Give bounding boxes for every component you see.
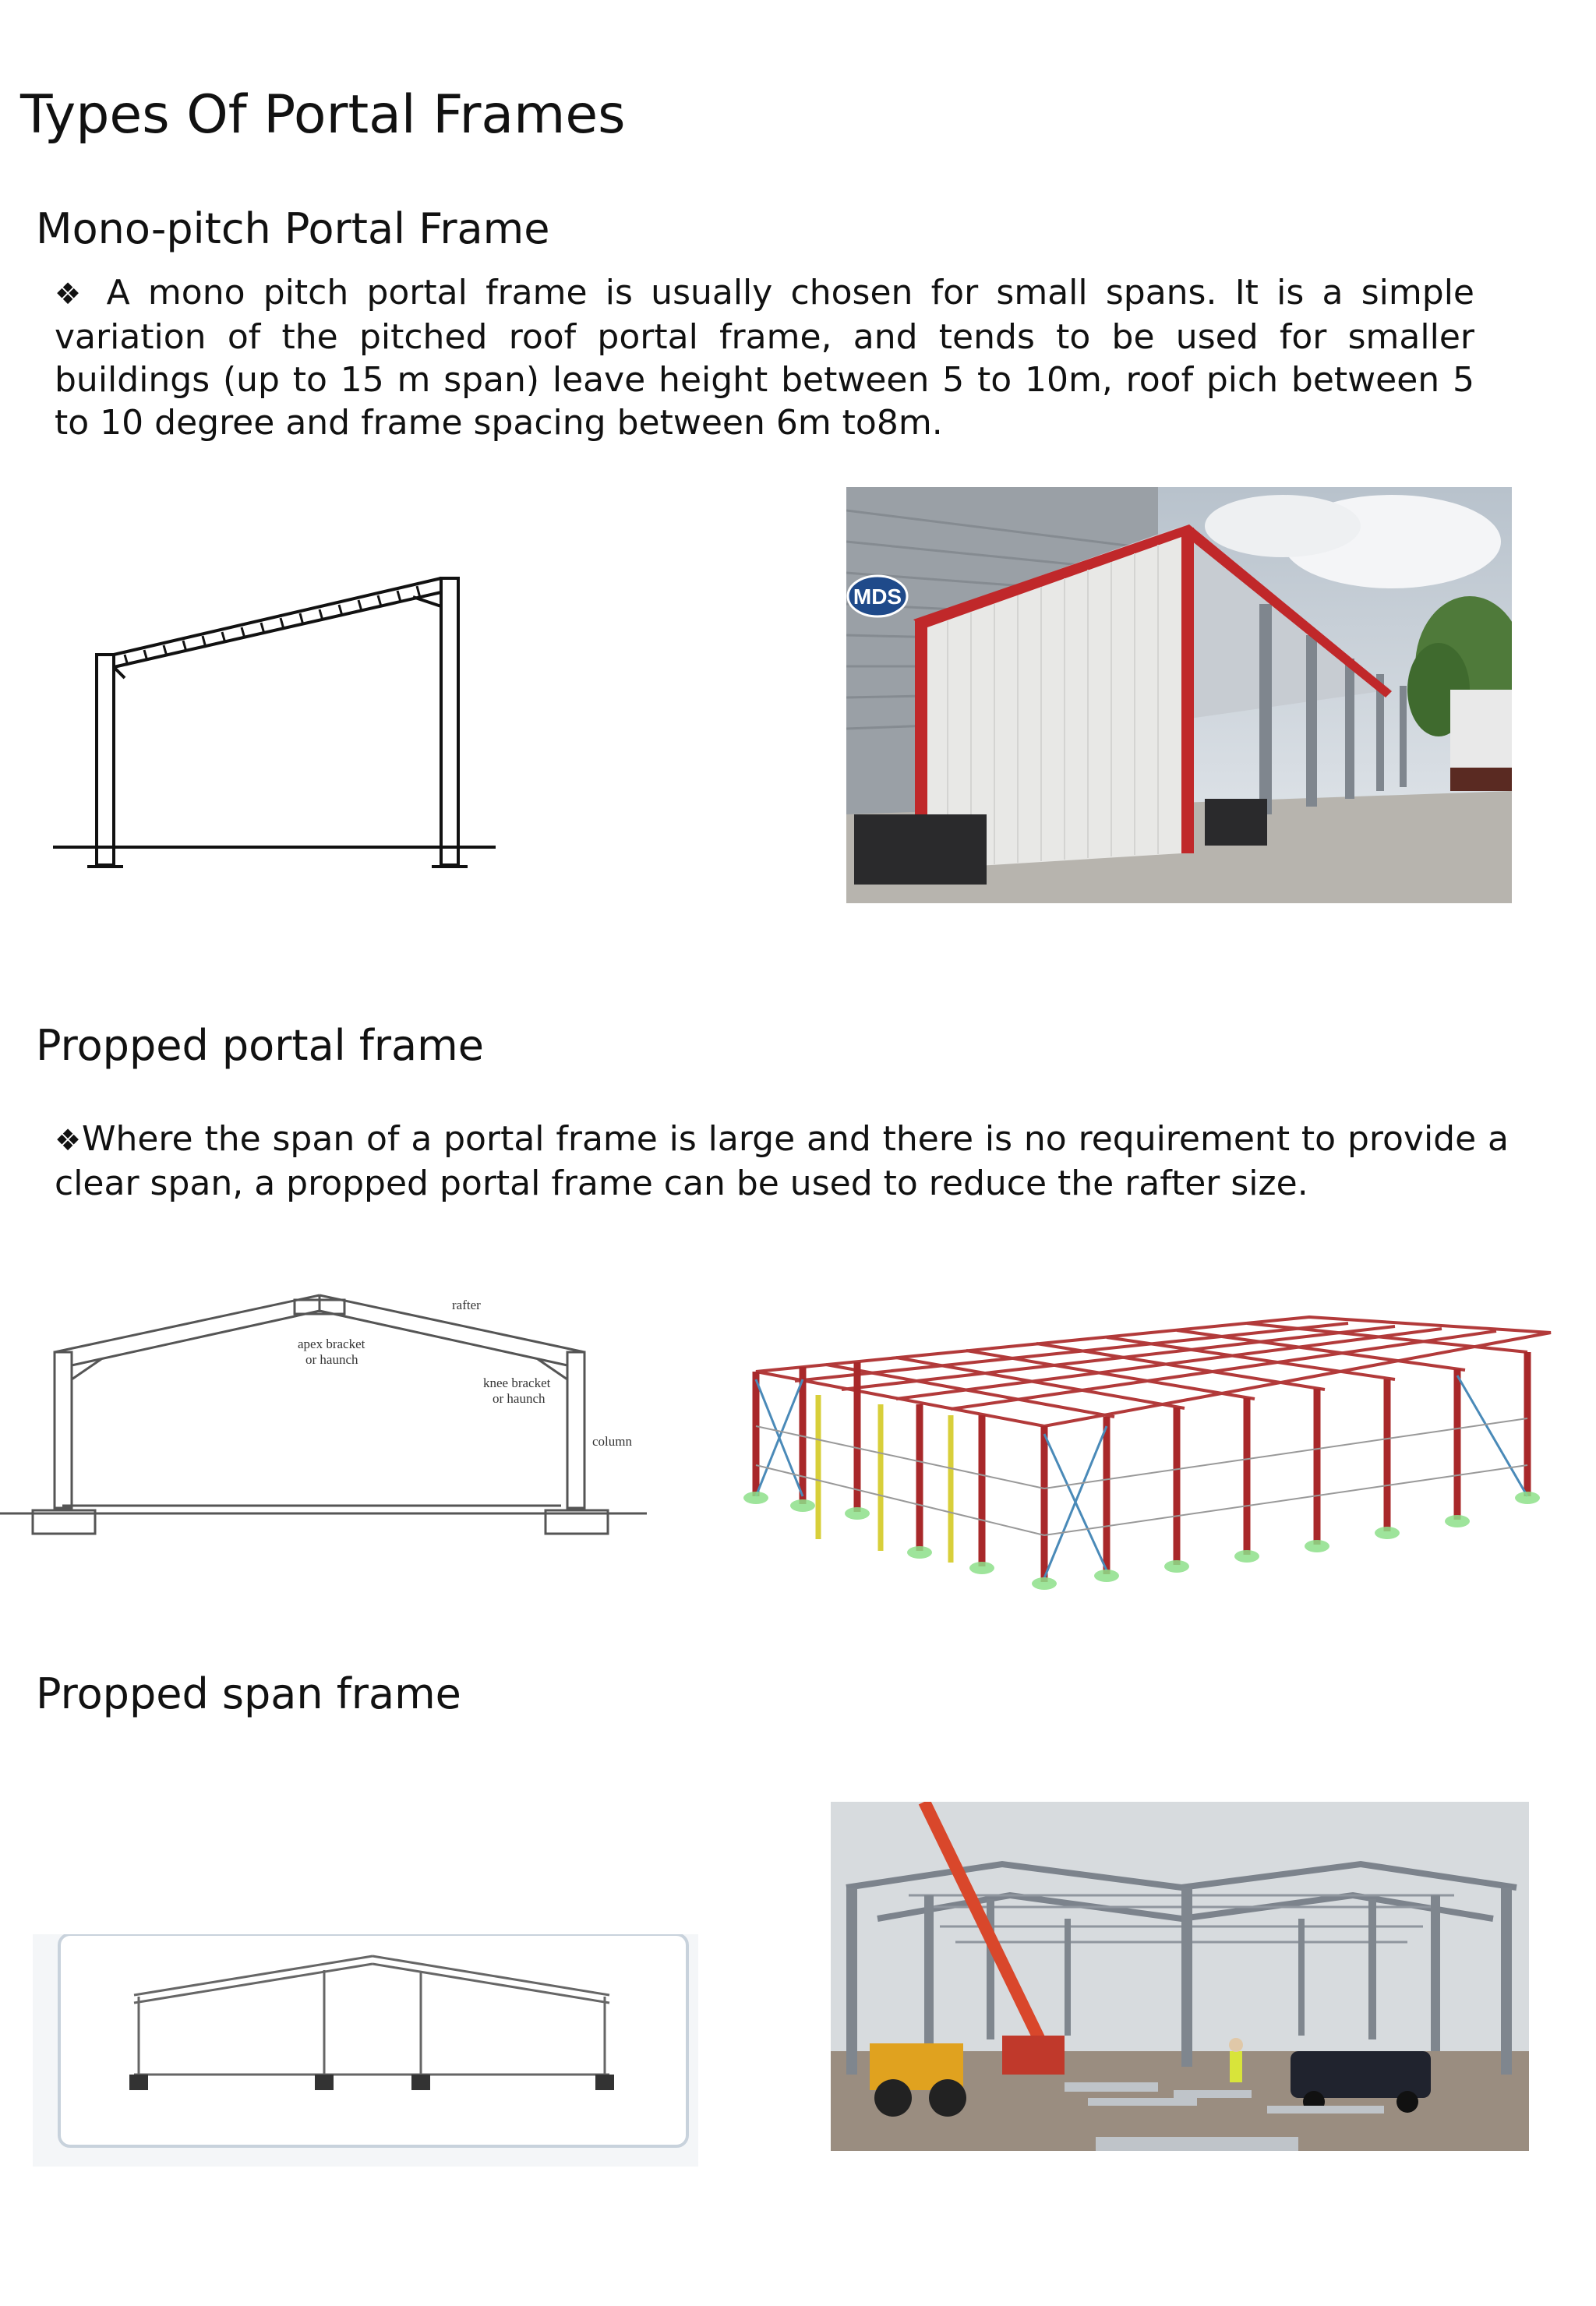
bullet-icon: ❖	[55, 277, 89, 311]
propped-portal-diagram	[0, 1278, 655, 1551]
propped-span-photo	[831, 1802, 1529, 2151]
label-knee-bracket: knee bracket	[483, 1375, 551, 1390]
photo-sign-text: MDS	[853, 584, 902, 609]
mono-pitch-description	[55, 271, 1474, 444]
label-column: column	[592, 1434, 632, 1449]
page-title: Types Of Portal Frames	[20, 84, 626, 146]
propped-portal-description	[55, 1118, 1509, 1205]
section-heading-propped-span: Propped span frame	[36, 1669, 461, 1718]
label-apex-bracket: apex bracket	[298, 1337, 365, 1351]
mono-pitch-photo	[846, 487, 1512, 903]
propped-portal-3d-render	[717, 1262, 1590, 1668]
label-apex-haunch: or haunch	[305, 1352, 358, 1367]
bullet-icon: ❖	[55, 1123, 82, 1157]
mono-pitch-text: A mono pitch portal frame is usually chosen for small spans. It is a simple variation of the pitched roof portal frame, and tends to be used for smaller buildings (up to 15 m span) leave height between 5 to 10m, roof pich between 5 to 10 degree and frame spacing between 6m to8m.	[55, 273, 1474, 443]
propped-span-diagram	[33, 1934, 698, 2167]
propped-portal-text: Where the span of a portal frame is large and there is no requirement to provide a clear span, a propped portal frame can be used to reduce the rafter size.	[55, 1119, 1509, 1203]
section-heading-propped-portal: Propped portal frame	[36, 1021, 484, 1070]
mono-pitch-diagram	[47, 569, 507, 873]
section-heading-mono-pitch: Mono-pitch Portal Frame	[36, 204, 550, 253]
label-rafter: rafter	[452, 1298, 481, 1312]
label-knee-haunch: or haunch	[493, 1391, 546, 1406]
